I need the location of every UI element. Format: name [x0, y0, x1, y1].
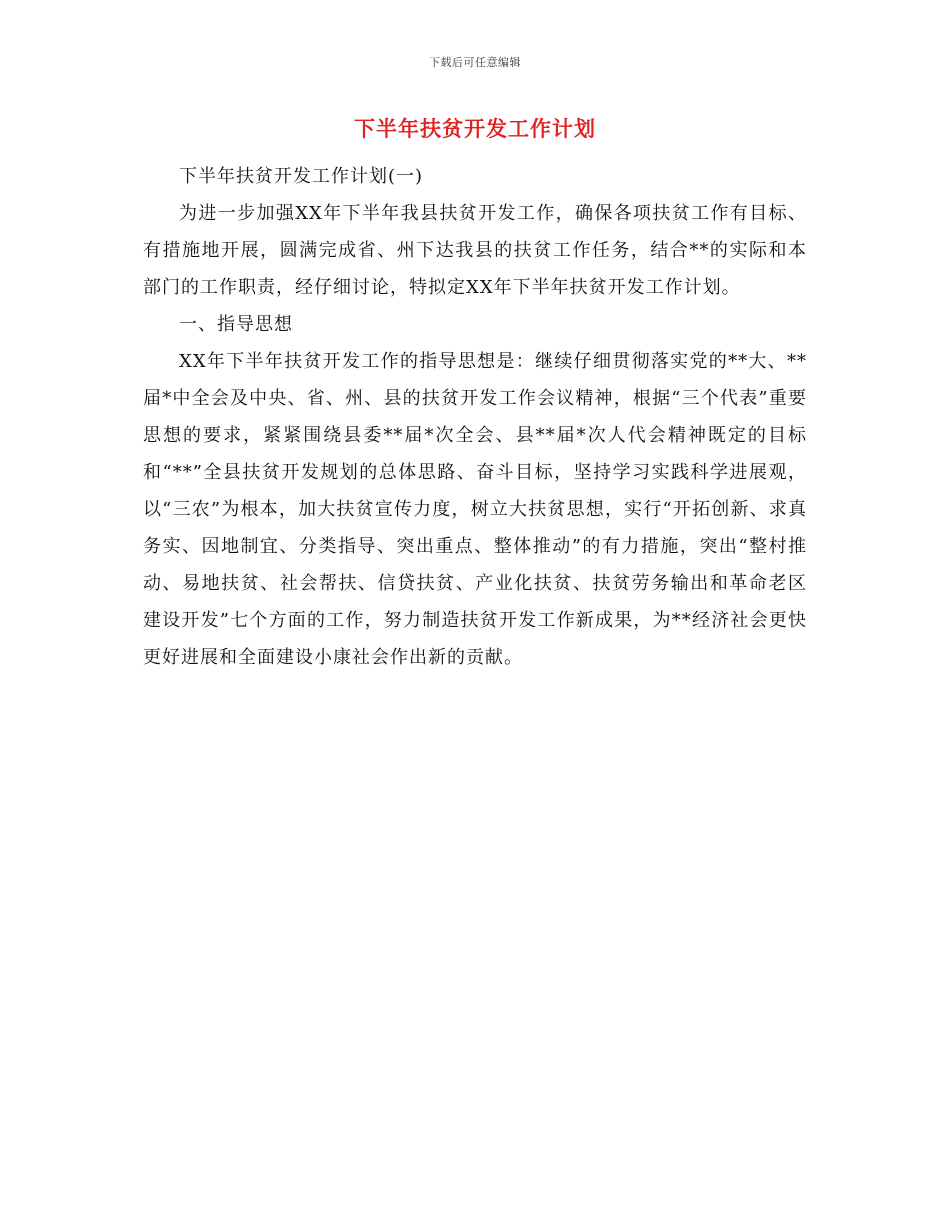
document-body	[143, 158, 807, 676]
intro-paragraph: 为进一步加强XX年下半年我县扶贫开发工作，确保各项扶贫工作有目标、有措施地开展，圆满完成省、州下达我县的扶贫工作任务，结合**的实际和本部门的工作职责，经仔细讨论，特拟定XX年下半年扶贫开发工作计划。	[143, 203, 807, 298]
document-title: 下半年扶贫开发工作计划	[354, 116, 596, 141]
section-heading: 一、指导思想	[179, 314, 293, 335]
page-header-note: 下载后可任意编辑	[429, 56, 521, 69]
subtitle-paragraph: 下半年扶贫开发工作计划(一)	[179, 166, 424, 187]
guiding-thought-paragraph: XX年下半年扶贫开发工作的指导思想是：继续仔细贯彻落实党的**大、**届*中全会及中央、省、州、县的扶贫开发工作会议精神，根据“三个代表”重要思想的要求，紧紧围绕县委**届*次全会、县**届*次人代会精神既定的目标和“**”全县扶贫开发规划的总体思路、奋斗目标，坚持学习实践科学进展观，以“三农”为根本，加大扶贫宣传力度，树立大扶贫思想，实行“开拓创新、求真务实、因地制宜、分类指导、突出重点、整体推动”的有力措施，突出“整村推动、易地扶贫、社会帮扶、信贷扶贫、产业化扶贫、扶贫劳务输出和革命老区建设开发”七个方面的工作，努力制造扶贫开发工作新成果，为**经济社会更快更好进展和全面建设小康社会作出新的贡献。	[143, 351, 807, 668]
